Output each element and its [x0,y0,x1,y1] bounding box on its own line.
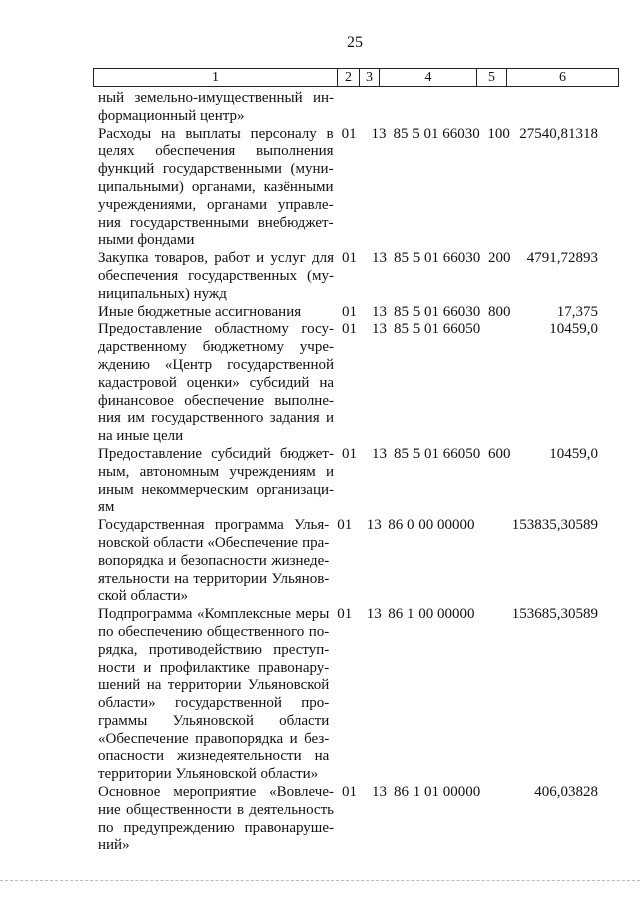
header-col-6: 6 [559,70,566,85]
description-line: ятельности на территории Ульянов- [98,570,330,587]
target-article-code: 86 0 00 00000 [388,517,475,534]
header-col-3: 3 [360,69,380,86]
description-line: ния государственными внебюджет- [98,214,334,231]
description-line: рядка, противодействию преступ- [98,641,330,658]
expense-type-code: 100 [487,125,510,142]
section-code: 13 [371,125,387,142]
description-line: опасности жизнедеятельности на [98,748,330,765]
description-line: новской области «Обеспечение пра- [98,534,330,551]
row-description [98,606,329,784]
description-line: финансовое обеспечение выполне- [98,392,334,409]
description-line: шений на территории Ульяновской [98,677,330,694]
expense-type-code [488,90,520,126]
expense-type-code: 200 [488,250,511,267]
target-article-code: 85 5 01 66050 [394,321,481,338]
table-row [98,126,620,251]
table-row [98,606,620,784]
amount: 27540,81318 [519,125,598,142]
description-line: области» государственной про- [98,695,330,712]
table-row [98,250,620,303]
description-line: Подпрограмма «Комплексные меры [98,606,330,623]
chapter-code: 01 [342,784,357,801]
target-article-code: 85 5 01 66050 [394,445,481,462]
amount [520,90,620,126]
description-line: функций государственными (муни- [98,161,334,178]
table-body [98,90,620,855]
header-col-5: 5 [477,69,507,86]
description-line: Предоставление субсидий бюджет- [98,445,334,462]
description-line: ный земельно-имущественный ин- [98,90,334,106]
section-code: 13 [372,321,387,338]
expense-type-code: 800 [488,303,511,320]
description-line: ний» [98,837,130,854]
header-col-1: 1 [94,69,338,86]
description-line: кадастровой оценки» субсидий на [98,374,334,391]
expense-type-code [488,784,520,855]
description-line: формационный центр» [98,107,245,124]
description-line: ным, автономным учреждениям и [98,463,334,480]
description-line: ния им государственного задания и [98,410,334,427]
table-row [98,304,620,322]
description-line: на иные цели [98,428,184,445]
description-line: ными фондами [98,232,195,249]
target-article-code: 86 1 01 00000 [394,784,481,801]
section-code: 13 [366,606,382,623]
target-article-code: 85 5 01 66030 [394,250,481,267]
description-line: по обеспечению общественного по- [98,623,330,640]
description-line: ности и профилактике правонару- [98,659,330,676]
description-line: ние общественности в деятельность [98,801,334,818]
chapter-code: 01 [341,125,357,142]
chapter-code: 01 [337,606,353,623]
chapter-code: 01 [337,517,353,534]
description-line: ждению «Центр государственной [98,356,334,373]
description-line: ям [98,499,115,516]
chapter-code: 01 [342,445,357,462]
row-description [98,90,334,126]
amount: 153835,30589 [511,517,598,534]
expense-type-code [480,606,511,784]
description-line: иным некоммерческим организаци- [98,481,334,498]
row-description [98,446,334,517]
target-article-code: 85 5 01 66030 [393,125,480,142]
row-description [98,250,334,303]
row-description [98,304,334,322]
section-code: 13 [372,250,387,267]
target-article-code [394,90,488,126]
chapter-code: 01 [342,250,357,267]
scan-fold-line [0,880,640,881]
header-col-2: 2 [338,69,360,86]
description-line: обеспечения государственных (му- [98,267,334,284]
description-line: целях обеспечения выполнения [98,143,334,160]
target-article-code: 85 5 01 66030 [394,303,481,320]
expense-type-code [480,517,511,606]
description-line: ниципальных) нужд [98,285,227,302]
description-line: Государственная программа Улья- [98,517,330,534]
table-row [98,90,620,126]
amount: 10459,0 [549,321,598,338]
amount: 406,03828 [534,784,598,801]
description-line: Иные бюджетные ассигнования [98,303,302,320]
section-code: 13 [372,445,387,462]
row-description [98,321,334,446]
description-line: граммы Ульяновской области [98,712,330,729]
section-code: 13 [366,517,382,534]
table-row [98,784,620,855]
chapter-code: 01 [342,303,357,320]
table-row [98,446,620,517]
row-description [98,126,334,251]
section-code: 13 [372,303,387,320]
row-description [98,784,334,855]
amount: 17,375 [556,303,598,320]
row-description [98,517,329,606]
chapter-code [334,90,372,126]
description-line: территории Ульяновской области» [98,766,319,783]
header-col-4: 4 [380,69,477,86]
table-row [98,321,620,446]
amount: 10459,0 [549,445,598,462]
description-line: Расходы на выплаты персоналу в [98,125,334,142]
description-line: Предоставление областному госу- [98,321,334,338]
table-row [98,517,620,606]
description-line: Закупка товаров, работ и услуг для [98,250,334,267]
chapter-code: 01 [342,321,357,338]
section-code [372,90,394,126]
table-header [93,68,619,87]
description-line: ской области» [98,588,189,605]
description-line: «Обеспечение правопорядка и без- [98,730,330,747]
page-number: 25 [347,34,363,51]
section-code: 13 [372,784,387,801]
amount: 153685,30589 [511,606,598,623]
description-line: дарственному бюджетному учре- [98,339,334,356]
amount: 4791,72893 [526,250,598,267]
expense-type-code [488,321,520,446]
description-line: Основное мероприятие «Вовлече- [98,784,334,801]
description-line: учреждениями, органами управле- [98,196,334,213]
target-article-code: 86 1 00 00000 [388,606,475,623]
description-line: по предупреждению правонаруше- [98,819,334,836]
expense-type-code: 600 [488,445,511,462]
description-line: ципальными) органами, казёнными [98,178,334,195]
description-line: вопорядка и безопасности жизнеде- [98,552,330,569]
